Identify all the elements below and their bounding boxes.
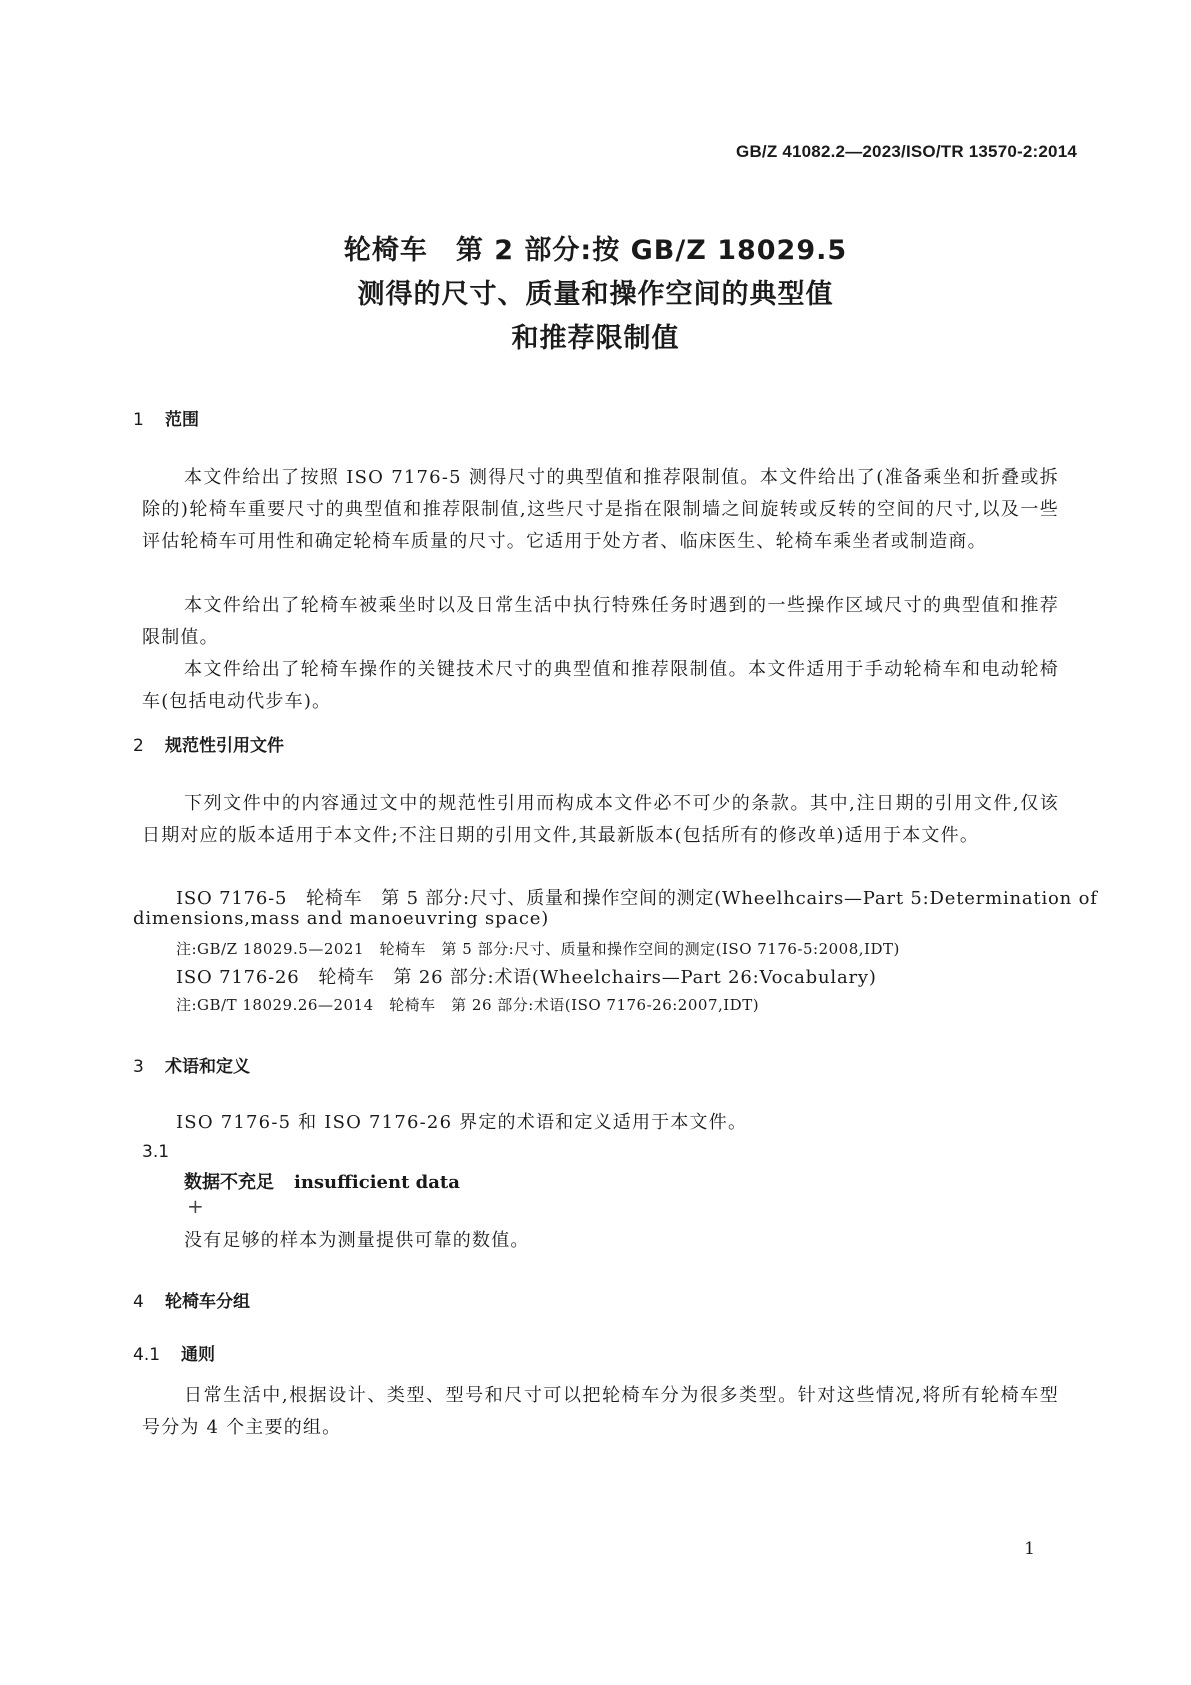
term-3-1-number: 3.1	[142, 1142, 170, 1162]
section-3-number: 3	[133, 1057, 144, 1077]
section-4-number: 4	[133, 1292, 144, 1312]
term-name-english: insufficient data	[294, 1172, 460, 1193]
section-4-1-title: 通则	[181, 1345, 215, 1365]
section-1-paragraph-2: 本文件给出了轮椅车被乘坐时以及日常生活中执行特殊任务时遇到的一些操作区域尺寸的典型值和推荐限制值。	[142, 595, 1059, 648]
section-1-number: 1	[133, 410, 144, 430]
section-4-heading	[133, 1287, 250, 1312]
term-plus-icon: +	[187, 1194, 204, 1218]
section-4-title: 轮椅车分组	[165, 1292, 250, 1312]
document-code: GB/Z 41082.2—2023/ISO/TR 13570-2:2014	[736, 142, 1077, 161]
term-3-1-definition: 没有足够的样本为测量提供可靠的数值。	[184, 1230, 530, 1251]
term-name-chinese: 数据不充足	[184, 1172, 274, 1193]
reference-1-note: 注:GB/Z 18029.5—2021 轮椅车 第 5 部分:尺寸、质量和操作空间的测定(ISO 7176-5:2008,IDT)	[176, 940, 900, 958]
section-2-number: 2	[133, 736, 144, 756]
reference-1-line-1: ISO 7176-5 轮椅车 第 5 部分:尺寸、质量和操作空间的测定(Wheelhcairs—Part 5:Determination of	[176, 888, 1098, 909]
reference-2: ISO 7176-26 轮椅车 第 26 部分:术语(Wheelchairs—Part 26:Vocabulary)	[176, 967, 877, 988]
section-1-paragraph-1: 本文件给出了按照 ISO 7176-5 测得尺寸的典型值和推荐限制值。本文件给出了(准备乘坐和折叠或拆除的)轮椅车重要尺寸的典型值和推荐限制值,这些尺寸是指在限制墙之间旋转或反转的空间的尺寸,以及一些评估轮椅车可用性和确定轮椅车质量的尺寸。它适用于处方者、临床医生、轮椅车乘坐者或制造商。	[142, 467, 1059, 552]
section-1-title: 范围	[165, 410, 199, 430]
section-4-1-paragraph-1: 日常生活中,根据设计、类型、型号和尺寸可以把轮椅车分为很多类型。针对这些情况,将所有轮椅车型号分为 4 个主要的组。	[142, 1385, 1059, 1438]
section-1-heading	[133, 405, 199, 430]
page-number: 1	[1024, 1539, 1035, 1559]
section-2-heading	[133, 731, 284, 756]
document-title-line-3: 和推荐限制值	[511, 323, 680, 354]
section-1-paragraph-3: 本文件给出了轮椅车操作的关键技术尺寸的典型值和推荐限制值。本文件适用于手动轮椅车和电动轮椅车(包括电动代步车)。	[142, 659, 1059, 712]
document-title-line-2: 测得的尺寸、质量和操作空间的典型值	[357, 279, 834, 310]
section-3-title: 术语和定义	[165, 1057, 250, 1077]
reference-1-line-2: dimensions,mass and manoeuvring space)	[133, 908, 550, 929]
document-title-line-1: 轮椅车 第 2 部分:按 GB/Z 18029.5	[343, 235, 848, 266]
term-3-1-name	[184, 1168, 460, 1194]
reference-2-note: 注:GB/T 18029.26—2014 轮椅车 第 26 部分:术语(ISO 7176-26:2007,IDT)	[176, 996, 760, 1014]
section-4-1-heading	[133, 1340, 215, 1365]
section-2-title: 规范性引用文件	[165, 736, 284, 756]
section-2-paragraph-1: 下列文件中的内容通过文中的规范性引用而构成本文件必不可少的条款。其中,注日期的引用文件,仅该日期对应的版本适用于本文件;不注日期的引用文件,其最新版本(包括所有的修改单)适用于本文件。	[142, 793, 1059, 846]
section-3-paragraph-1: ISO 7176-5 和 ISO 7176-26 界定的术语和定义适用于本文件。	[176, 1112, 748, 1133]
section-3-heading	[133, 1052, 250, 1077]
section-4-1-number: 4.1	[133, 1345, 161, 1365]
